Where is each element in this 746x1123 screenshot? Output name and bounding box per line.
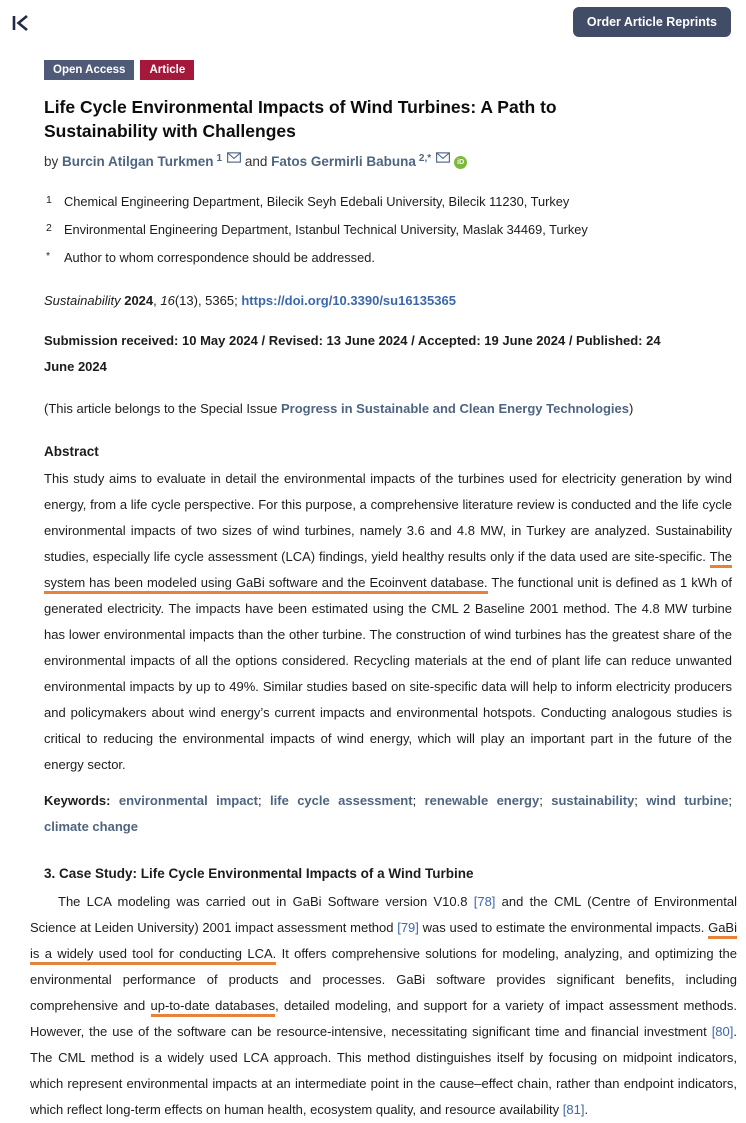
affiliation-text: Author to whom correspondence should be addressed.: [64, 250, 375, 265]
abstract-paragraph: [44, 466, 732, 778]
submission-dates: Submission received: 10 May 2024 / Revised: 13 June 2024 / Accepted: 19 June 2024 / Published: 24 June 2024: [44, 333, 661, 374]
email-icon[interactable]: [436, 151, 450, 166]
case-text-5: , detailed modeling, and support for a variety of impact assessment methods. However, the use of the software can be resource-intensive, necessitating significant time and financial investment: [30, 998, 737, 1039]
case-text-1: The LCA modeling was carried out in GaBi Software version V10.8: [58, 894, 474, 909]
abstract-text-2: The functional unit is defined as 1 kWh of generated electricity. The impacts have been estimated using the CML 2 Baseline 2001 method. The 4.8 MW turbine has lower environmental impacts than the other turbine. The construction of wind turbines has the greatest share of the environmental impacts of all the options considered. Recycling materials at the end of plant life can reduce unwanted environmental impacts by up to 49%. Similar studies based on site-specific data will help to inform electricity producers and policymakers about wind energy’s current impacts and environmental hotspots. Conducting analogous studies is critical to reducing the environmental impacts of wind energy, which will play an important part in the future of the energy sector.: [44, 575, 732, 772]
special-issue-suffix: ): [628, 401, 634, 416]
case-text-2: and the CML (Centre of Environmental Science at Leiden University) 2001 impact assessment method: [30, 894, 737, 935]
affiliation-marker: 2: [46, 222, 52, 234]
journal-citation-line: [44, 293, 731, 308]
journal-name: Sustainability: [44, 293, 125, 308]
collapse-panel-icon[interactable]: [10, 13, 32, 33]
affiliations: [46, 193, 731, 267]
email-icon[interactable]: [227, 151, 241, 166]
keyword-link[interactable]: life cycle assessment: [270, 793, 413, 808]
byline-and: and: [241, 154, 272, 169]
case-highlight-underline-1: GaBi is a widely used tool for conducting LCA.: [30, 920, 737, 965]
orcid-icon[interactable]: iD: [454, 156, 467, 169]
author-link-2[interactable]: Fatos Germirli Babuna: [271, 154, 416, 169]
citation-link-79[interactable]: [79]: [397, 920, 419, 935]
affiliation-row: [46, 193, 731, 211]
keyword-link[interactable]: climate change: [44, 819, 138, 834]
byline-by: by: [44, 154, 63, 169]
journal-volume: 16: [160, 293, 175, 308]
affiliation-row: [46, 249, 731, 267]
byline: [44, 154, 731, 171]
affiliation-marker: 1: [46, 194, 52, 206]
article-type-badge[interactable]: Article: [140, 60, 194, 80]
special-issue-prefix: (This article belongs to the Special Issue: [44, 401, 282, 416]
citation-link-81[interactable]: [81]: [562, 1102, 585, 1117]
abstract-heading: Abstract: [44, 444, 99, 459]
author-2-affil-sup: 2,*: [418, 153, 432, 164]
journal-sep: ,: [153, 293, 161, 308]
article-title: Life Cycle Environmental Impacts of Wind Turbines: A Path to Sustainability with Challenges: [44, 97, 557, 141]
abstract-highlight-underline: The system has been modeled using GaBi software and the Ecoinvent database.: [44, 549, 732, 594]
case-text-6: . The CML method is a widely used LCA approach. This method distinguishes itself by focusing on midpoint indicators, which represent environmental impacts at an intermediate point in the cause–effect chain, rather than endpoint indicators, which reflect long-term effects on human health, ecosystem quality, and resource availability: [30, 1024, 737, 1117]
case-study-paragraph: [30, 889, 737, 1123]
article-badges: [44, 60, 731, 80]
keyword-link[interactable]: renewable energy: [424, 793, 540, 808]
abstract-text-1: This study aims to evaluate in detail the environmental impacts of the turbines used for electricity generation by wind energy, from a life cycle perspective. For this purpose, a comprehensive literature review is conducted and the life cycle environmental impacts of two sizes of wind turbines, namely 3.6 and 4.8 MW, in Turkey are analyzed. Sustainability studies, especially life cycle assessment (LCA) findings, yield healthy results only if the data used are site-specific.: [44, 471, 732, 564]
case-text-4: It offers comprehensive solutions for modeling, analyzing, and optimizing the environmental performance of products and processes. GaBi software provides significant benefits, including comprehensive and: [30, 946, 737, 1013]
author-1-affil-sup: 1: [216, 153, 223, 164]
keyword-separator: ;: [634, 793, 647, 808]
doi-link[interactable]: https://doi.org/10.3390/su16135365: [241, 293, 456, 308]
case-text-7: .: [584, 1102, 589, 1117]
keyword-separator: ;: [539, 793, 552, 808]
keyword-separator: ;: [258, 793, 271, 808]
keyword-link[interactable]: wind turbine: [646, 793, 729, 808]
keyword-link[interactable]: environmental impact: [118, 793, 259, 808]
case-text-3: was used to estimate the environmental impacts.: [418, 920, 709, 935]
open-access-badge[interactable]: Open Access: [44, 60, 134, 80]
citation-link-80[interactable]: [80]: [711, 1024, 734, 1039]
keyword-link[interactable]: sustainability: [551, 793, 635, 808]
section-heading: 3. Case Study: Life Cycle Environmental Impacts of a Wind Turbine: [44, 866, 474, 881]
special-issue-line: [44, 401, 731, 416]
journal-year: 2024: [124, 293, 154, 308]
keyword-separator: ;: [412, 793, 425, 808]
author-link-1[interactable]: Burcin Atilgan Turkmen: [62, 154, 214, 169]
affiliation-text: Environmental Engineering Department, Istanbul Technical University, Maslak 34469, Turkey: [64, 222, 588, 237]
citation-link-78[interactable]: [78]: [473, 894, 496, 909]
keywords-line: [44, 788, 732, 840]
affiliation-row: [46, 221, 731, 239]
journal-issue-pages: (13), 5365;: [174, 293, 242, 308]
order-reprints-button[interactable]: Order Article Reprints: [573, 7, 731, 37]
case-highlight-underline-2: up-to-date databases: [151, 998, 276, 1017]
keywords-label: Keywords:: [44, 793, 119, 808]
affiliation-marker: *: [46, 250, 51, 262]
affiliation-text: Chemical Engineering Department, Bilecik Seyh Edebali University, Bilecik 11230, Turkey: [64, 194, 570, 209]
keyword-separator: ;: [728, 793, 732, 808]
special-issue-link[interactable]: Progress in Sustainable and Clean Energy Technologies: [281, 401, 629, 416]
page-header: [0, 0, 746, 44]
